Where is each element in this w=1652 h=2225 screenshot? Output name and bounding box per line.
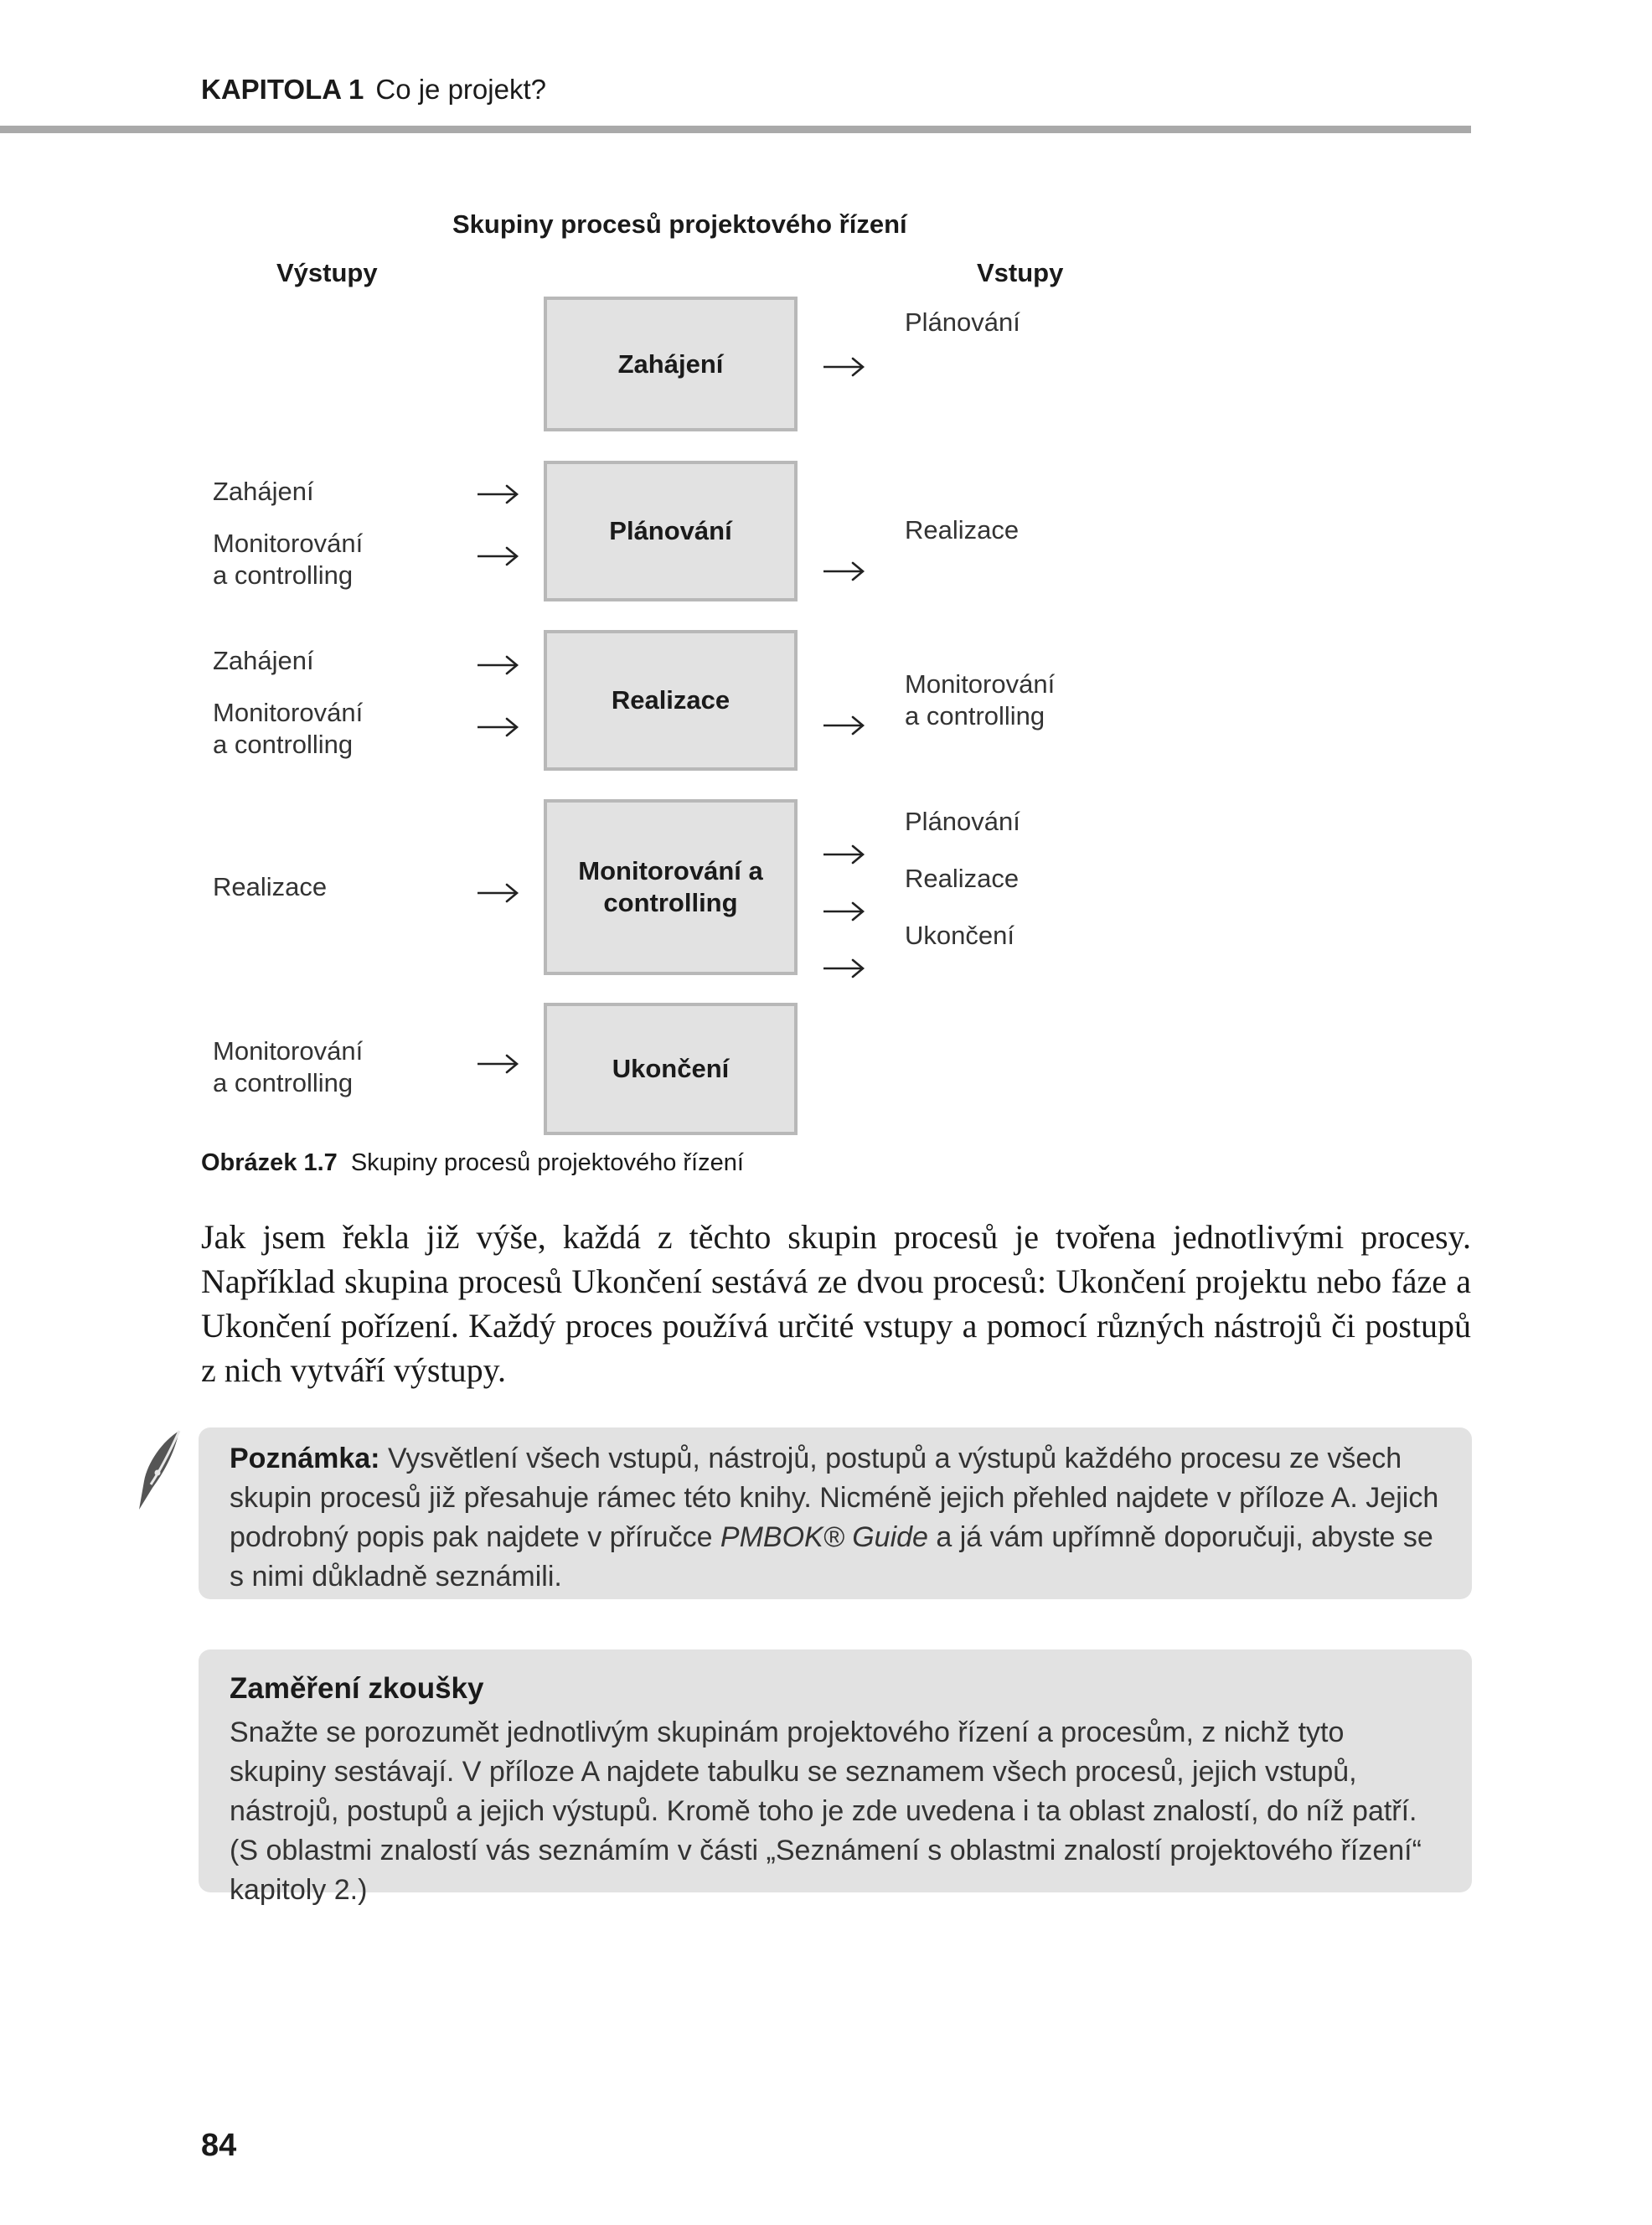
figure-caption-label: Obrázek 1.7 — [201, 1149, 338, 1176]
diagram-title: Skupiny procesů projektového řízení — [452, 209, 907, 239]
body-paragraph: Jak jsem řekla již výše, každá z těchto skupin procesů je tvořena jednotlivými procesy. Například skupina procesů Ukončení sestává ze dvou procesů: Ukončení projektu nebo fáze a Ukončení pořízení. Každý proces používá určité vstupy a pomocí různých nástrojů či postupů z nich vytváří výstupy. — [201, 1218, 1471, 1389]
input-label: Monitorování a controlling — [213, 1036, 364, 1097]
header-rule — [0, 126, 1471, 133]
output-arrow-icon — [822, 715, 865, 736]
input-arrow-icon — [476, 545, 519, 567]
output-label: Realizace — [905, 515, 1020, 545]
output-arrow-icon — [822, 958, 865, 979]
figure-caption — [201, 1149, 744, 1177]
running-header — [201, 74, 546, 106]
note-box — [199, 1427, 1472, 1599]
process-group-box: Monitorování a controlling — [544, 799, 798, 975]
diagram-left-heading: Výstupy — [276, 258, 378, 287]
output-arrow-icon — [822, 844, 865, 865]
figure-caption-text: Skupiny procesů projektového řízení — [350, 1149, 744, 1176]
exam-focus-title: Zaměření zkoušky — [230, 1672, 484, 1705]
page-number: 84 — [201, 2128, 237, 2163]
input-label: Monitorování a controlling — [213, 698, 364, 759]
output-arrow-icon — [822, 901, 865, 922]
output-label: Plánování — [905, 307, 1020, 337]
output-arrow-icon — [822, 560, 865, 582]
output-label: Plánování — [905, 807, 1020, 836]
input-label: Realizace — [213, 872, 328, 901]
chapter-title: Co je projekt? — [375, 74, 546, 105]
process-group-box: Realizace — [544, 630, 798, 771]
chapter-label: KAPITOLA 1 — [201, 74, 364, 105]
output-label: Ukončení — [905, 921, 1014, 950]
output-label: Monitorování a controlling — [905, 669, 1056, 730]
pen-nib-icon — [137, 1429, 184, 1513]
exam-focus-box — [199, 1649, 1472, 1906]
input-label: Zahájení — [213, 477, 314, 506]
diagram-right-heading: Vstupy — [977, 258, 1064, 287]
process-group-box: Plánování — [544, 461, 798, 601]
process-group-box: Ukončení — [544, 1003, 798, 1135]
process-group-box: Zahájení — [544, 297, 798, 431]
input-arrow-icon — [476, 882, 519, 904]
input-arrow-icon — [476, 483, 519, 505]
note-label: Poznámka: — [230, 1443, 380, 1474]
input-label: Monitorování a controlling — [213, 529, 364, 590]
input-label: Zahájení — [213, 646, 314, 675]
input-arrow-icon — [476, 1053, 519, 1075]
output-arrow-icon — [822, 356, 865, 378]
exam-focus-text: Snažte se porozumět jednotlivým skupinám projektového řízení a procesům, z nichž tyto skupiny sestávají. V příloze A najdete tabulku se seznamem všech procesů, jejich vstupů, nástrojů, postupů a jejich výstupů. Kromě toho je zde uvedena i ta oblast znalostí, do níž patří. (S oblastmi znalostí vás seznámím v části „Seznámení s oblastmi znalostí projektového řízení“ kapitoly 2.) — [230, 1717, 1422, 1906]
input-arrow-icon — [476, 654, 519, 676]
input-arrow-icon — [476, 716, 519, 738]
pmbok-guide-title: PMBOK® Guide — [720, 1521, 928, 1553]
output-label: Realizace — [905, 864, 1020, 893]
note-text: Poznámka: Vysvětlení všech vstupů, nástrojů, postupů a výstupů každého procesu ze všech skupin procesů již přesahuje rámec této knihy. Nicméně jejich přehled najdete v příloze A. Jejich podrobný popis pak najdete v příručce PMBOK® Guide a já vám upřímně doporučuji, abyste se s nimi důkladně seznámili. — [230, 1443, 1439, 1593]
